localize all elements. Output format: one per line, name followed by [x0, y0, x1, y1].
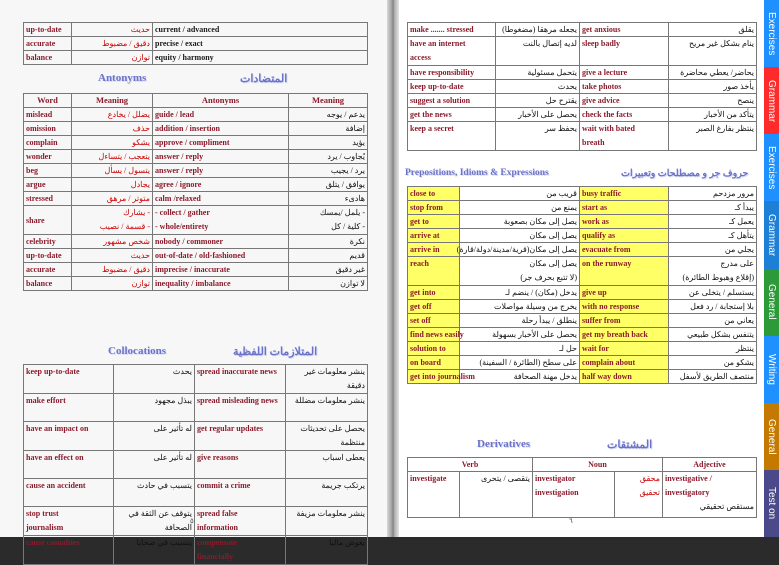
- table-row: [24, 192, 368, 206]
- meaning-line1: - يلمل /يمسك: [319, 208, 365, 217]
- collocation-cell: get the news: [408, 108, 496, 122]
- collocation-cell: get regular updates: [195, 422, 286, 451]
- table-row: [408, 215, 757, 229]
- table-row: [408, 257, 757, 286]
- arabic-cell: يدخل (مكان) / ينضم لـ: [460, 286, 580, 300]
- derivatives-title-ar: المشتقات: [607, 439, 653, 451]
- antonym-cell: agree / ignore: [153, 178, 289, 192]
- arabic-cell: يتسبب في ضحايا: [114, 536, 195, 565]
- arabic-cell: يحفظ سر: [496, 122, 580, 151]
- word-cell: balance: [24, 277, 72, 291]
- arabic-cell: يحصل على الأخبار بسهولة: [460, 328, 580, 342]
- table-row: [408, 314, 757, 328]
- meaning-cell: حذف: [72, 122, 153, 136]
- word-cell: share: [24, 206, 72, 235]
- table-row: [408, 94, 757, 108]
- meaning-cell: قديم: [289, 249, 368, 263]
- deriv-head-noun: Noun: [533, 458, 663, 472]
- expression-cell: complain about: [580, 356, 669, 370]
- antonym-cell: calm /relaxed: [153, 192, 289, 206]
- word-cell: balance: [24, 51, 72, 65]
- meaning-cell: [289, 206, 368, 235]
- expression-cell: suffer from: [580, 314, 669, 328]
- side-tab[interactable]: [764, 336, 779, 403]
- arabic-cell: يصل إلى مكان(قرية/مدينة/دولة/قارة): [460, 243, 580, 257]
- collocation-line1: compensate: [197, 538, 237, 547]
- meaning-cell: لا توازن: [289, 277, 368, 291]
- arabic-line1: يحصل على تحديثات: [300, 424, 365, 433]
- arabic-cell: ينشر معلومات مزيفة: [286, 507, 368, 536]
- table-row: [24, 263, 368, 277]
- arabic-cell: [460, 257, 580, 286]
- arabic-cell: يبدأ كـ: [669, 201, 757, 215]
- expression-cell: busy traffic: [580, 187, 669, 201]
- collocation-cell: have responsibility: [408, 66, 496, 80]
- arabic-line2: (إقلاع وهبوط الطائرة): [682, 273, 754, 282]
- derivatives-table: [407, 457, 757, 518]
- meaning-cell: توازن: [72, 277, 153, 291]
- table-row: [24, 23, 368, 37]
- arabic-cell: يبذل مجهود: [114, 394, 195, 422]
- table-row: [408, 356, 757, 370]
- expression-cell: close to: [408, 187, 460, 201]
- table-row: [24, 150, 368, 164]
- prep-title: Prepositions, Idioms & Expressions: [405, 168, 549, 178]
- collocation-cell: [24, 507, 114, 536]
- collocations-title: Collocations: [108, 345, 167, 357]
- arabic-cell: يجلي من: [669, 243, 757, 257]
- collocation-cell: give a lecture: [580, 66, 669, 80]
- arabic-cell: يصل إلى مكان: [460, 229, 580, 243]
- collocation-line1: have an internet: [410, 39, 466, 48]
- table-row: [24, 122, 368, 136]
- expression-cell: reach: [408, 257, 460, 286]
- side-tab-label: General: [766, 284, 777, 320]
- antonym-cell: out-of-date / old-fashioned: [153, 249, 289, 263]
- meaning-cell: حديث: [72, 249, 153, 263]
- arabic-line1: ينشر معلومات غير: [304, 367, 365, 376]
- arabic-cell: يرتكب جريمة: [286, 479, 368, 507]
- expression-cell: find news easily: [408, 328, 460, 342]
- arabic-cell: يتسبب في حادث: [114, 479, 195, 507]
- collocation-cell: spread misleading news: [195, 394, 286, 422]
- deriv-verb-ar: يتقصى / يتحرى: [460, 472, 533, 518]
- antonym-cell: guide / lead: [153, 108, 289, 122]
- collocation-cell: keep up-to-date: [408, 80, 496, 94]
- antonyms-title-ar: المتضادات: [240, 73, 288, 85]
- expression-cell: stop from: [408, 201, 460, 215]
- antonym-cell: answer / reply: [153, 150, 289, 164]
- meaning-cell: إضافة: [289, 122, 368, 136]
- collocation-cell: give reasons: [195, 451, 286, 479]
- table-row: [24, 235, 368, 249]
- meaning-cell: current / advanced: [153, 23, 368, 37]
- antonym-cell: approve / compliment: [153, 136, 289, 150]
- table-row: [408, 122, 757, 151]
- table-row: [24, 536, 368, 565]
- arabic-cell: يشكو من: [669, 356, 757, 370]
- collocation-cell: keep up-to-date: [24, 365, 114, 394]
- deriv-noun-1-ar: محقق: [639, 474, 660, 483]
- collocation-cell: cause casualties: [24, 536, 114, 565]
- arabic-cell: ينتظر بفارغ الصبر: [669, 122, 757, 151]
- table-row: [408, 201, 757, 215]
- arabic-cell: يعاني من: [669, 314, 757, 328]
- arabic-cell: لديه إتصال بالنت: [496, 37, 580, 66]
- expression-cell: wait for: [580, 342, 669, 356]
- expression-cell: on board: [408, 356, 460, 370]
- arabic-cell: توازن: [72, 51, 153, 65]
- arabic-cell: [669, 257, 757, 286]
- word-cell: omission: [24, 122, 72, 136]
- table-row: [408, 37, 757, 66]
- arabic-cell: يأخذ صور: [669, 80, 757, 94]
- arabic-cell: حديث: [72, 23, 153, 37]
- arabic-cell: يستسلم / يتخلى عن: [669, 286, 757, 300]
- deriv-noun-2: investigation: [535, 488, 579, 497]
- arabic-cell: يصل إلى مكان بصعوبة: [460, 215, 580, 229]
- word-cell: complain: [24, 136, 72, 150]
- table-row: [408, 108, 757, 122]
- expression-cell: get off: [408, 300, 460, 314]
- deriv-adjectives: [663, 472, 757, 518]
- collocation-cell: spread inaccurate news: [195, 365, 286, 394]
- arabic-cell: يتأكد من الأخبار: [669, 108, 757, 122]
- collocation-cell: cause an accident: [24, 479, 114, 507]
- collocation-line1: wait with bated: [582, 124, 635, 133]
- meaning-cell: يُجاوب / يرد: [289, 150, 368, 164]
- expression-cell: evacuate from: [580, 243, 669, 257]
- meaning-line2: - قسمة / نصيب: [99, 222, 150, 231]
- collocation-cell: [408, 37, 496, 66]
- meaning-cell: equity / harmony: [153, 51, 368, 65]
- antonyms-header: Antonyms: [153, 94, 289, 108]
- meaning-line2: - كلية / كل: [331, 222, 365, 231]
- collocation-cell: [580, 122, 669, 151]
- collocation-cell: make ....... stressed: [408, 23, 496, 37]
- deriv-noun-1: investigator: [535, 474, 576, 483]
- meaning-cell: شخص مشهور: [72, 235, 153, 249]
- arabic-cell: ينتظر: [669, 342, 757, 356]
- antonyms-title: Antonyms: [98, 72, 147, 84]
- meaning-cell: يتسول / يسأل: [72, 164, 153, 178]
- deriv-adj-2: investigatory: [665, 488, 710, 497]
- arabic-line2: (لا تتبع بحرف جر): [520, 273, 577, 282]
- arabic-cell: يعطى اسباب: [286, 451, 368, 479]
- meaning-cell: يدعم / يوجه: [289, 108, 368, 122]
- collocation-cell: have an impact on: [24, 422, 114, 451]
- book-gutter: [387, 0, 399, 537]
- antonym-line2: - whole/entirety: [155, 222, 209, 231]
- arabic-line1: على مدرج: [720, 259, 754, 268]
- word-cell: up-to-date: [24, 23, 72, 37]
- collocation-line2: breath: [582, 138, 605, 147]
- antonym-cell: [153, 206, 289, 235]
- arabic-cell: على سطح (الطائرة / السفينة): [460, 356, 580, 370]
- collocation-cell: make effort: [24, 394, 114, 422]
- antonym-line1: - collect / gather: [155, 208, 210, 217]
- arabic-cell: له تأثير على: [114, 422, 195, 451]
- table-row: [24, 507, 368, 536]
- collocation-line1: stop trust: [26, 509, 59, 518]
- arabic-cell: قريب من: [460, 187, 580, 201]
- collocation-line2: financially: [197, 552, 234, 561]
- side-tabs: [764, 0, 779, 537]
- antonym-cell: imprecise / inaccurate: [153, 263, 289, 277]
- word-cell: stressed: [24, 192, 72, 206]
- antonym-cell: addition / insertion: [153, 122, 289, 136]
- deriv-noun-2-ar: تحقيق: [639, 488, 660, 497]
- side-tab[interactable]: [764, 67, 779, 134]
- arabic-cell: يجعله مرهقا (مضغوطا): [496, 23, 580, 37]
- expression-cell: on the runway: [580, 257, 669, 286]
- arabic-cell: يحدث: [114, 365, 195, 394]
- table-row: [408, 243, 757, 257]
- arabic-cell: [286, 422, 368, 451]
- side-tab-label: General: [766, 418, 777, 455]
- antonyms-header: Meaning: [72, 94, 153, 108]
- meaning-cell: متوتر / مرهق: [72, 192, 153, 206]
- arabic-cell: يعمل كـ: [669, 215, 757, 229]
- table-row: [408, 80, 757, 94]
- table-row: [24, 422, 368, 451]
- arabic-cell: يقلق: [669, 23, 757, 37]
- arabic-cell: يخرج من وسيلة مواصلات: [460, 300, 580, 314]
- side-tab-label: Grammar: [766, 79, 777, 122]
- arabic-cell: ينطلق / يبدأ رحلة: [460, 314, 580, 328]
- meaning-cell: يضلل / يخادع: [72, 108, 153, 122]
- collocation-cell: keep a secret: [408, 122, 496, 151]
- table-row: [24, 479, 368, 507]
- collocation-cell: sleep badly: [580, 37, 669, 66]
- prep-title-ar: حروف جر و مصطلحات وتعبيرات: [621, 169, 749, 179]
- expression-cell: half way down: [580, 370, 669, 384]
- arabic-line1: يصل إلى مكان: [529, 259, 577, 268]
- deriv-head-adj: Adjective: [663, 458, 757, 472]
- left-page: [0, 0, 387, 561]
- arabic-cell: يحصل على الأخبار: [496, 108, 580, 122]
- table-row: [24, 277, 368, 291]
- side-tab-label: Exercises: [766, 11, 777, 56]
- word-cell: celebrity: [24, 235, 72, 249]
- antonym-cell: inequality / imbalance: [153, 277, 289, 291]
- expression-cell: qualify as: [580, 229, 669, 243]
- meaning-cell: يرد / يجيب: [289, 164, 368, 178]
- expression-cell: give up: [580, 286, 669, 300]
- deriv-adj-ar: مستقص تحقيقي: [699, 502, 754, 511]
- word-cell: argue: [24, 178, 72, 192]
- arabic-cell: يمنع من: [460, 201, 580, 215]
- meaning-cell: هادىء: [289, 192, 368, 206]
- meaning-cell: نكرة: [289, 235, 368, 249]
- table-row: [24, 136, 368, 150]
- left-page-number: ٥: [190, 517, 194, 525]
- right-page-number: ٦: [569, 517, 573, 525]
- collocation-cell: commit a crime: [195, 479, 286, 507]
- right-top-table: [407, 22, 757, 151]
- collocation-line2: access: [410, 53, 431, 62]
- side-tab[interactable]: [764, 269, 779, 336]
- collocation-cell: give advice: [580, 94, 669, 108]
- left-top-table: [23, 22, 368, 65]
- deriv-verb: investigate: [408, 472, 460, 518]
- side-tab[interactable]: [764, 201, 779, 268]
- deriv-adj-1: investigative /: [665, 474, 712, 483]
- meaning-line1: - يشارك: [123, 208, 150, 217]
- arabic-cell: له تأثير على: [114, 451, 195, 479]
- arabic-cell: يحدث: [496, 80, 580, 94]
- arabic-cell: ينصح: [669, 94, 757, 108]
- arabic-cell: حل لـ: [460, 342, 580, 356]
- word-cell: beg: [24, 164, 72, 178]
- collocation-line2: information: [197, 523, 238, 532]
- collocations-table: [23, 364, 368, 565]
- collocation-cell: [195, 536, 286, 565]
- arabic-cell: منتصف الطريق لأسفل: [669, 370, 757, 384]
- collocation-cell: take photos: [580, 80, 669, 94]
- table-row: [24, 394, 368, 422]
- expression-cell: solution to: [408, 342, 460, 356]
- arabic-cell: يقترح حل: [496, 94, 580, 108]
- antonym-cell: answer / reply: [153, 164, 289, 178]
- table-row: [408, 23, 757, 37]
- table-row: [24, 37, 368, 51]
- expression-cell: get to: [408, 215, 460, 229]
- table-row: [24, 365, 368, 394]
- table-row: [408, 370, 757, 384]
- deriv-nouns: [533, 472, 615, 518]
- arabic-line2: منتظمة: [340, 438, 365, 447]
- expression-cell: arrive in: [408, 243, 460, 257]
- table-row: [408, 286, 757, 300]
- collocation-line2: journalism: [26, 523, 64, 532]
- table-row: [24, 249, 368, 263]
- side-tab[interactable]: [764, 134, 779, 201]
- arabic-cell: يتحمل مسئولية: [496, 66, 580, 80]
- expression-cell: set off: [408, 314, 460, 328]
- deriv-head-verb: Verb: [408, 458, 533, 472]
- expression-cell: arrive at: [408, 229, 460, 243]
- expression-cell: work as: [580, 215, 669, 229]
- expression-cell: with no response: [580, 300, 669, 314]
- meaning-cell: يجادل: [72, 178, 153, 192]
- arabic-cell: [286, 365, 368, 394]
- meaning-cell: يؤيد: [289, 136, 368, 150]
- table-row: [24, 178, 368, 192]
- side-tab-label: Writing: [766, 353, 777, 385]
- arabic-line1: يتوقف عن الثقة في: [128, 509, 192, 518]
- word-cell: accurate: [24, 37, 72, 51]
- antonym-cell: nobody / commoner: [153, 235, 289, 249]
- collocation-line1: spread false: [197, 509, 238, 518]
- expression-cell: get into journalism: [408, 370, 460, 384]
- antonyms-table: [23, 93, 368, 291]
- table-row: [408, 229, 757, 243]
- right-page: [399, 0, 764, 537]
- arabic-cell: يعوض ماليا: [286, 536, 368, 565]
- word-cell: up-to-date: [24, 249, 72, 263]
- table-row: [24, 451, 368, 479]
- word-cell: accurate: [24, 263, 72, 277]
- arabic-cell: مرور مزدحم: [669, 187, 757, 201]
- collocation-cell: suggest a solution: [408, 94, 496, 108]
- side-tab[interactable]: [764, 403, 779, 470]
- collocation-cell: check the facts: [580, 108, 669, 122]
- arabic-cell: ينام بشكل غير مريح: [669, 37, 757, 66]
- side-tab[interactable]: [764, 470, 779, 537]
- table-row: [408, 66, 757, 80]
- meaning-cell: دقيق / مضبوط: [72, 263, 153, 277]
- antonyms-header: Meaning: [289, 94, 368, 108]
- meaning-cell: غير دقيق: [289, 263, 368, 277]
- expression-cell: get into: [408, 286, 460, 300]
- table-row: [24, 51, 368, 65]
- table-row: [408, 187, 757, 201]
- meaning-cell: يتعجب / يتساءل: [72, 150, 153, 164]
- arabic-cell: بلا إستجابة / رد فعل: [669, 300, 757, 314]
- arabic-cell: يحاضر/ يعطي محاضرة: [669, 66, 757, 80]
- table-row: [408, 300, 757, 314]
- arabic-cell: ينشر معلومات مضللة: [286, 394, 368, 422]
- table-row: [408, 328, 757, 342]
- collocation-cell: [195, 507, 286, 536]
- meaning-cell: يشكو: [72, 136, 153, 150]
- table-row: [24, 164, 368, 178]
- table-row: [24, 108, 368, 122]
- deriv-nouns-ar: [615, 472, 663, 518]
- word-cell: mislead: [24, 108, 72, 122]
- arabic-cell: يتنفس بشكل طبيعي: [669, 328, 757, 342]
- collocations-title-ar: المتلازمات اللفظية: [233, 346, 318, 358]
- arabic-line2: الصحافة: [164, 523, 192, 532]
- antonyms-header: Word: [24, 94, 72, 108]
- meaning-cell: يوافق / يتلق: [289, 178, 368, 192]
- collocation-cell: have an effect on: [24, 451, 114, 479]
- side-tab[interactable]: [764, 0, 779, 67]
- table-row: [24, 206, 368, 235]
- table-row: [408, 342, 757, 356]
- prep-table: [407, 186, 757, 384]
- arabic-cell: دقيق / مضبوط: [72, 37, 153, 51]
- arabic-cell: يتأهل كـ: [669, 229, 757, 243]
- side-tab-label: Grammar: [766, 213, 777, 257]
- word-cell: wonder: [24, 150, 72, 164]
- arabic-cell: [114, 507, 195, 536]
- arabic-line2: دقيقة: [346, 381, 365, 390]
- arabic-cell: يدخل مهنة الصحافة: [460, 370, 580, 384]
- collocation-cell: get anxious: [580, 23, 669, 37]
- expression-cell: start as: [580, 201, 669, 215]
- meaning-cell: [72, 206, 153, 235]
- meaning-cell: precise / exact: [153, 37, 368, 51]
- expression-cell: get my breath back: [580, 328, 669, 342]
- side-tab-label: Exercises: [766, 146, 777, 190]
- side-tab-label: Test on: [766, 487, 777, 520]
- derivatives-title: Derivatives: [477, 438, 531, 450]
